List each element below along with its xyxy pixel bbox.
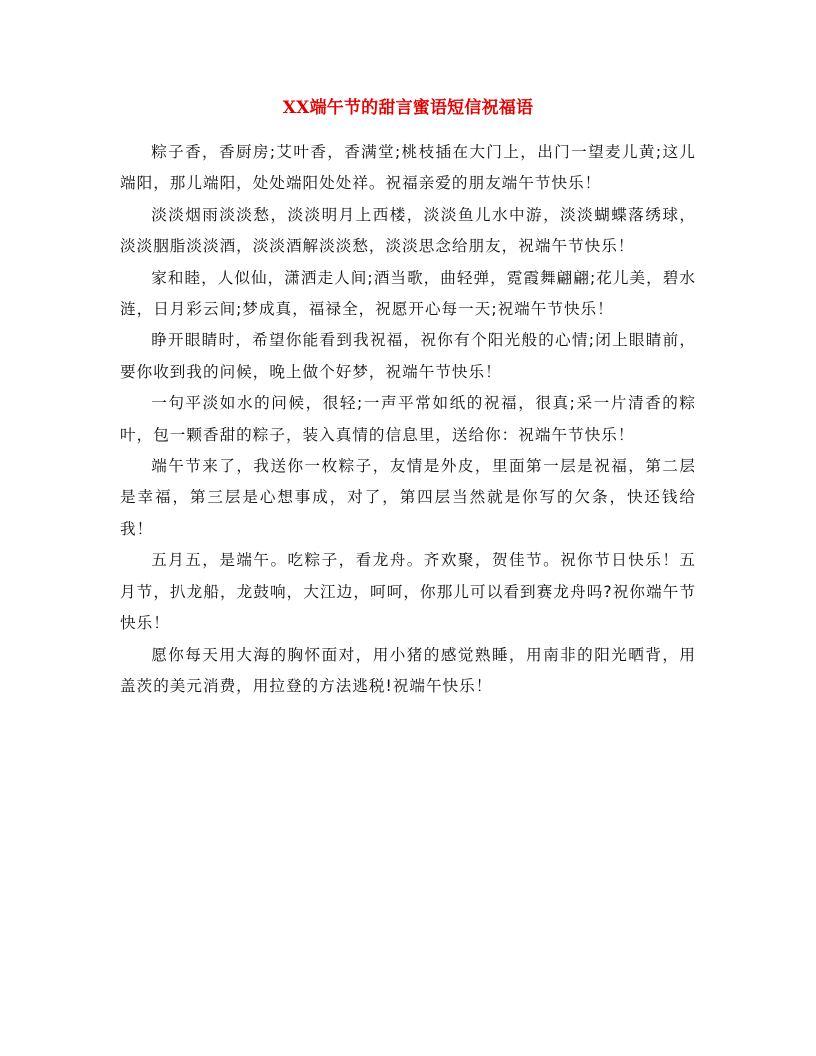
paragraph-5: 一句平淡如水的问候，很轻;一声平常如纸的祝福，很真;采一片清香的粽叶，包一颗香甜的粽子，装入真情的信息里，送给你：祝端午节快乐！: [120, 394, 696, 444]
paragraph-4: 睁开眼睛时，希望你能看到我祝福，祝你有个阳光般的心情;闭上眼睛前，要你收到我的问候，晚上做个好梦，祝端午节快乐！: [120, 331, 696, 381]
paragraph-2: 淡淡烟雨淡淡愁，淡淡明月上西楼，淡淡鱼儿水中游，淡淡蝴蝶落绣球，淡淡胭脂淡淡酒，淡淡酒解淡淡愁，淡淡思念给朋友，祝端午节快乐！: [120, 205, 696, 256]
paragraph-6: 端午节来了，我送你一枚粽子，友情是外皮，里面第一层是祝福，第二层是幸福，第三层是心想事成，对了，第四层当然就是你写的欠条，快还钱给我！: [120, 457, 696, 538]
paragraph-8: 愿你每天用大海的胸怀面对，用小猪的感觉熟睡，用南非的阳光晒背，用盖茨的美元消费，用拉登的方法逃税!祝端午快乐！: [120, 645, 696, 695]
paragraph-1: 粽子香，香厨房;艾叶香，香满堂;桃枝插在大门上，出门一望麦儿黄;这儿端阳，那儿端阳，处处端阳处处祥。祝福亲爱的朋友端午节快乐！: [120, 143, 696, 193]
paragraph-3: 家和睦，人似仙，潇洒走人间;酒当歌，曲轻弹，霓霞舞翩翩;花儿美，碧水涟，日月彩云间;梦成真，福禄全，祝愿开心每一天;祝端午节快乐！: [120, 268, 696, 319]
document-body: [120, 137, 696, 702]
paragraph-7: 五月五，是端午。吃粽子，看龙舟。齐欢聚，贺佳节。祝你节日快乐！五月节，扒龙船，龙鼓响，大江边，呵呵，你那儿可以看到赛龙舟吗?祝你端午节快乐！: [120, 551, 696, 633]
document-title: XX端午节的甜言蜜语短信祝福语: [282, 98, 534, 118]
